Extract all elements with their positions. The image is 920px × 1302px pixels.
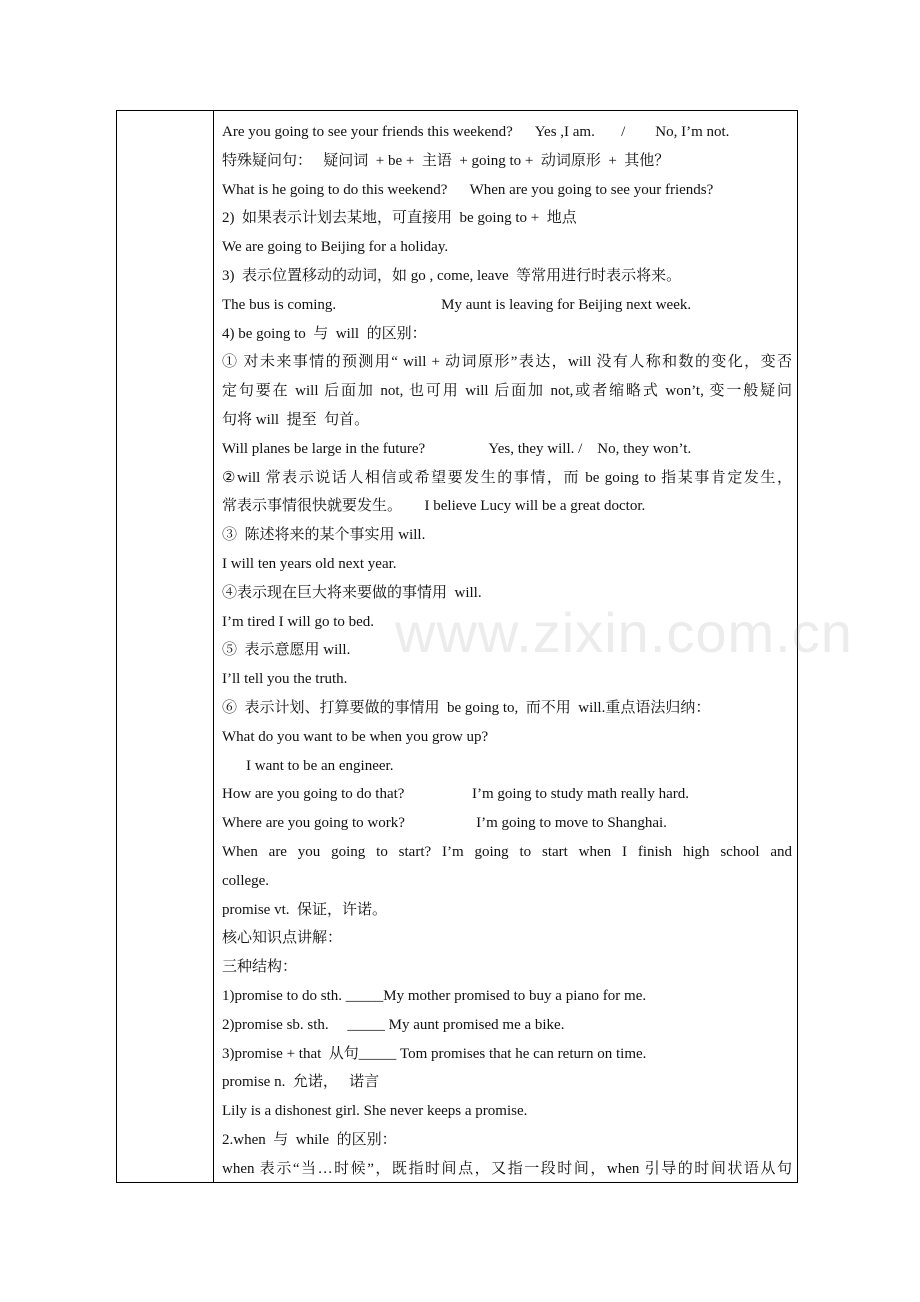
text-line: How are you going to do that? I’m going to study math really hard. [222, 786, 689, 803]
text-line: 2.when 与 while 的区别： [222, 1131, 397, 1148]
text-line: I will ten years old next year. [222, 555, 397, 572]
text-line: ④表示现在巨大将来要做的事情用 will. [222, 584, 482, 601]
text-line: ① 对未来事情的预测用“ will + 动词原形”表达，will 没有人称和数的变化，变否 [222, 354, 792, 371]
text-line: Are you going to see your friends this weekend? Yes ,I am. / No, I’m not. [222, 124, 730, 140]
text-line: What do you want to be when you grow up? [222, 728, 489, 745]
text-line: We are going to Beijing for a holiday. [222, 239, 449, 256]
text-line: ⑤ 表示意愿用 will. [222, 642, 351, 659]
text-line: 3)promise + that 从句_____ Tom promises that he can return on time. [222, 1045, 647, 1062]
text-line: I want to be an engineer. [246, 757, 394, 774]
text-line: The bus is coming. My aunt is leaving for Beijing next week. [222, 296, 692, 313]
text-line: What is he going to do this weekend? When are you going to see your friends? [222, 181, 714, 198]
text-line: I’m tired I will go to bed. [222, 613, 375, 630]
text-line: 特殊疑问句： 疑问词 + be + 主语 + going to + 动词原形 + 其他？ [222, 152, 670, 169]
text-line: promise vt. 保证，许诺。 [222, 901, 387, 918]
table-column-divider [213, 110, 214, 1183]
text-line: ③ 陈述将来的某个事实用 will. [222, 527, 426, 544]
text-line: 2) 如果表示计划去某地，可直接用 be going to + 地点 [222, 210, 577, 227]
text-line: Will planes be large in the future? Yes, they will. / No, they won’t. [222, 440, 692, 457]
text-line: 句将 will 提至 句首。 [222, 411, 370, 428]
text-line: when 表示“当…时候”，既指时间点，又指一段时间，when 引导的时间状语从句 [222, 1160, 792, 1177]
text-line: 常表示事情很快就要发生。 I believe Lucy will be a great doctor. [222, 498, 646, 515]
text-line: 定句要在 will 后面加 not, 也可用 will 后面加 not,或者缩略式 won’t, 变一般疑问 [222, 383, 792, 400]
text-line: When are you going to start? I’m going to start when I finish high school and [222, 843, 792, 860]
text-line: 2)promise sb. sth. _____ My aunt promised me a bike. [222, 1016, 565, 1033]
watermark: www.zixin.com.cn [395, 601, 853, 664]
text-line: Lily is a dishonest girl. She never keeps a promise. [222, 1103, 528, 1120]
text-line: 3) 表示位置移动的动词，如 go , come, leave 等常用进行时表示将来。 [222, 267, 682, 284]
text-line: 三种结构： [222, 959, 298, 976]
text-line: ②will 常表示说话人相信或希望要发生的事情，而 be going to 指某事肯定发生， [222, 469, 792, 486]
text-line: ⑥ 表示计划、打算要做的事情用 be going to, 而不用 will.重点语法归纳： [222, 699, 711, 716]
text-line: 4) be going to 与 will 的区别： [222, 325, 427, 342]
text-line: 核心知识点讲解： [222, 930, 343, 947]
text-line: I’ll tell you the truth. [222, 671, 348, 688]
text-line: college. [222, 872, 270, 889]
text-line: Where are you going to work? I’m going to move to Shanghai. [222, 815, 667, 832]
text-line: 1)promise to do sth. _____My mother promised to buy a piano for me. [222, 987, 647, 1004]
document-body [222, 118, 792, 1183]
text-line: promise n. 允诺， 诺言 [222, 1074, 380, 1091]
